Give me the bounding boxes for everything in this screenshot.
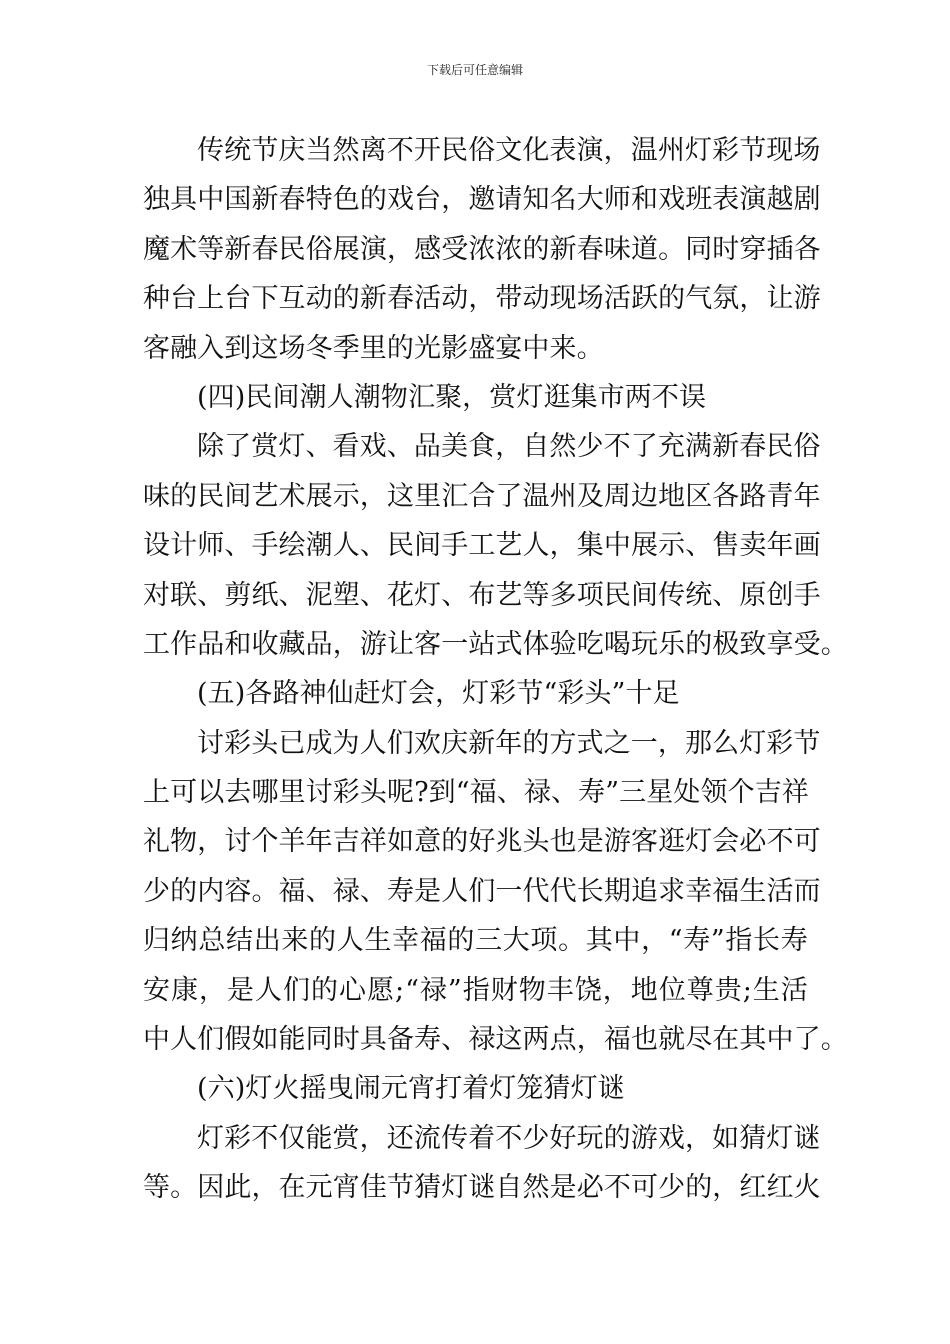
text-line: 归 纳 总 结 出 来 的 人 生 幸 福 的 三 大 项 。 其 中 ， “ 寿 ” 指 长 寿	[143, 925, 808, 957]
text-line: 对 联 、 剪 纸 、 泥 塑 、 花 灯 、 布 艺 等 多 项 民 间 传 统 、 原 创 手	[143, 579, 821, 611]
text-line: 等 。 因 此 ， 在 元 宵 佳 节 猜 灯 谜 自 然 是 必 不 可 少 的 ， 红 红 火	[143, 1172, 821, 1204]
text-line: 灯 彩 不 仅 能 赏 ， 还 流 传 着 不 少 好 玩 的 游 戏 ， 如 猜 灯 谜	[197, 1122, 821, 1154]
page-header: 下载后可任意编辑	[426, 63, 523, 77]
text-line: (六)灯火摇曳闹元宵打着灯笼猜灯谜	[197, 1073, 625, 1105]
text-line: 种 台 上 台 下 互 动 的 新 春 活 动 ， 带 动 现 场 活 跃 的 气 氛 ， 让 游	[143, 283, 821, 315]
document-body	[143, 126, 848, 1213]
text-line: 安 康 ， 是 人 们 的 心 愿 ; “ 禄 ” 指 财 物 丰 饶 ， 地 位 尊 贵 ; 生 活	[143, 974, 808, 1006]
text-line: 魔 术 等 新 春 民 俗 展 演 ， 感 受 浓 浓 的 新 春 味 道 。 同 时 穿 插 各	[143, 233, 821, 265]
text-line: 礼 物 ， 讨 个 羊 年 吉 祥 如 意 的 好 兆 头 也 是 游 客 逛 灯 会 必 不 可	[143, 826, 821, 858]
text-line: 除 了 赏 灯 、 看 戏 、 品 美 食 ， 自 然 少 不 了 充 满 新 春 民 俗	[197, 431, 821, 463]
text-line: 设 计 师 、 手 绘 潮 人 、 民 间 手 工 艺 人 ， 集 中 展 示 、 售 卖 年 画	[143, 530, 821, 562]
text-line: 上 可 以 去 哪 里 讨 彩 头 呢 ? 到 “ 福 、 禄 、 寿 ” 三 星 处 领 个 吉 祥	[143, 777, 809, 809]
text-line: 味 的 民 间 艺 术 展 示 ， 这 里 汇 合 了 温 州 及 周 边 地 区 各 路 青 年	[143, 480, 821, 512]
text-line: 中 人 们 假 如 能 同 时 具 备 寿 、 禄 这 两 点 ， 福 也 就 尽 在 其 中 了 。	[143, 1024, 848, 1056]
text-line: 工 作 品 和 收 藏 品 ， 游 让 客 一 站 式 体 验 吃 喝 玩 乐 的 极 致 享 受 。	[143, 628, 848, 660]
text-line: 客融入到这场冬季里的光影盛宴中来。	[143, 332, 604, 364]
text-line: (四)民间潮人潮物汇聚，赏灯逛集市两不误	[197, 381, 707, 413]
text-line: 传 统 节 庆 当 然 离 不 开 民 俗 文 化 表 演 ， 温 州 灯 彩 节 现 场	[197, 135, 821, 166]
text-line: 讨 彩 头 已 成 为 人 们 欢 庆 新 年 的 方 式 之 一 ， 那 么 灯 彩 节	[197, 727, 821, 759]
text-line: (五)各路神仙赶灯会，灯彩节“彩头”十足	[197, 678, 680, 710]
text-line: 少 的 内 容 。 福 、 禄 、 寿 是 人 们 一 代 代 长 期 追 求 幸 福 生 活 而	[143, 875, 821, 907]
text-line: 独 具 中 国 新 春 特 色 的 戏 台 ， 邀 请 知 名 大 师 和 戏 班 表 演 越 剧	[143, 184, 821, 216]
